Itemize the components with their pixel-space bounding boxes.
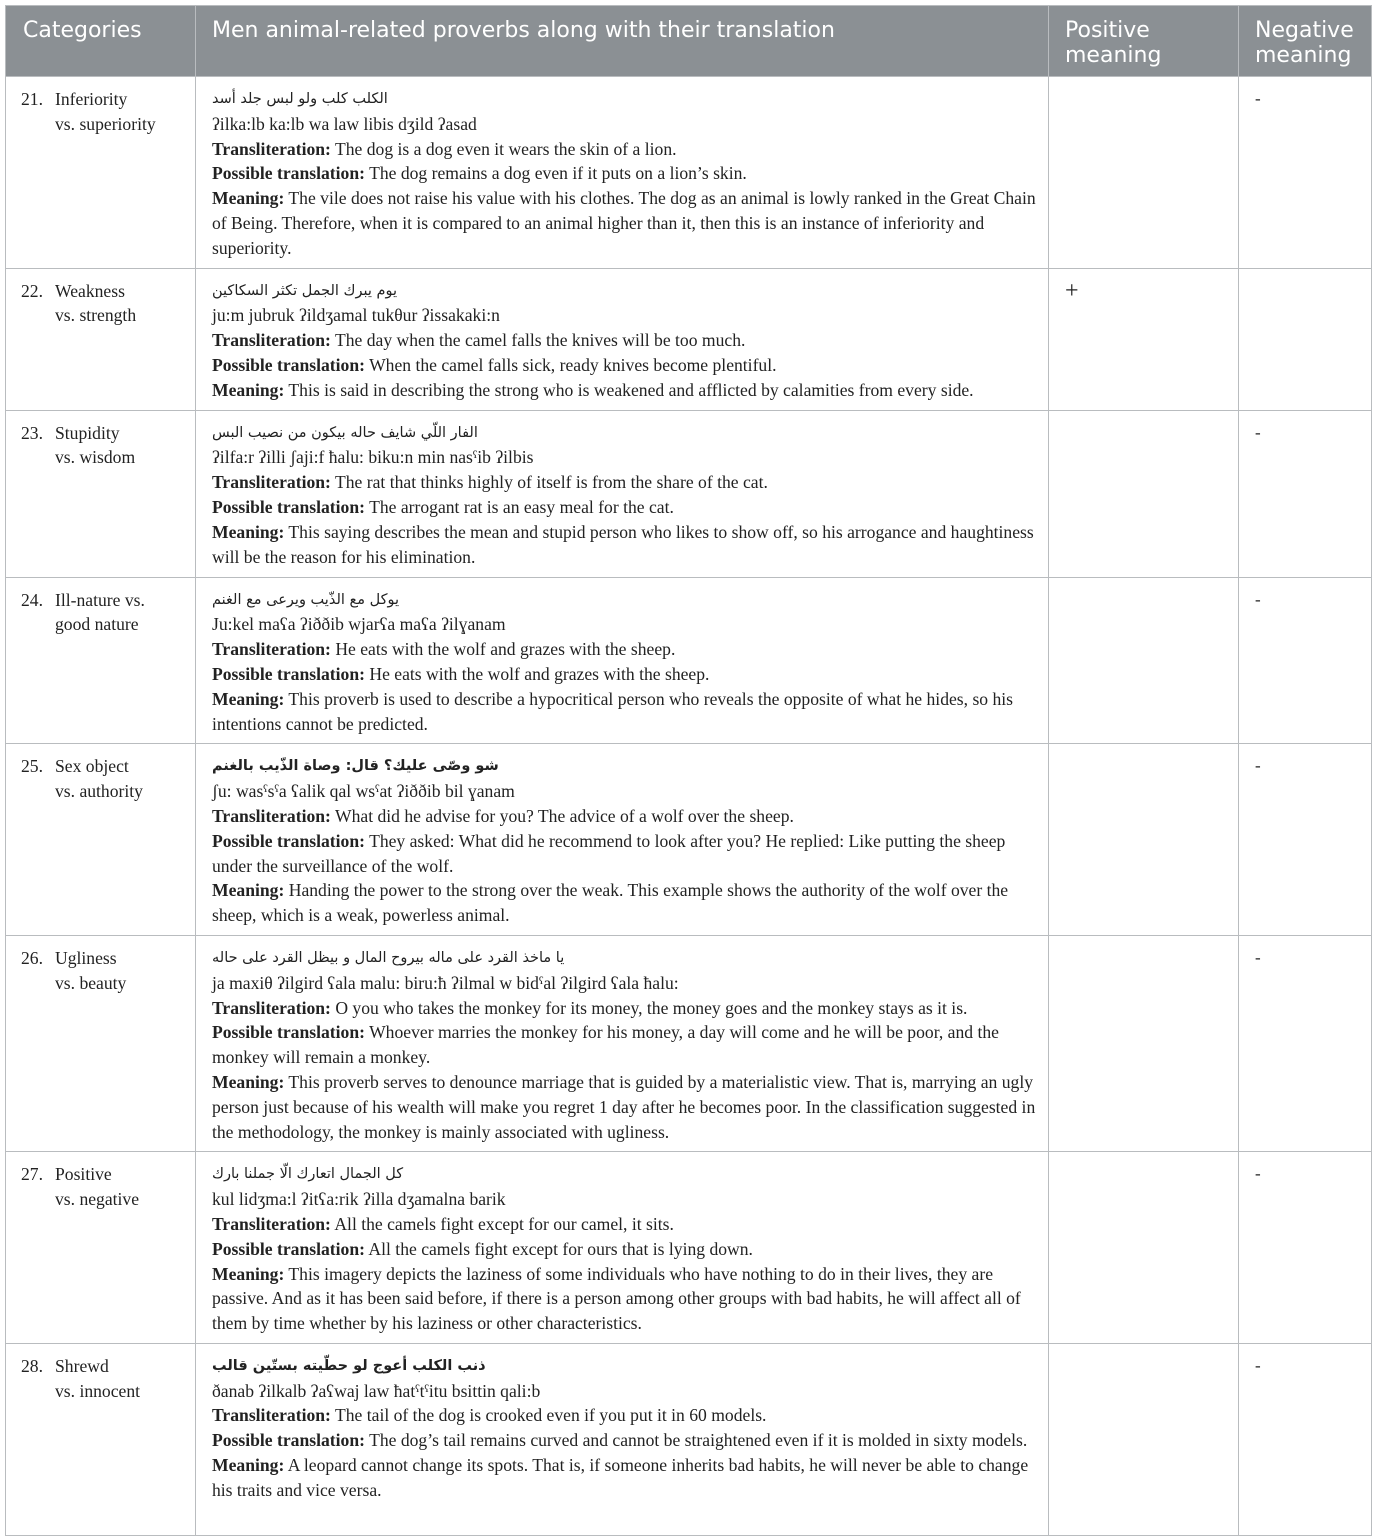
row-number: 28. — [21, 1355, 43, 1376]
transliteration-line — [212, 1403, 1042, 1428]
proverb-cell — [196, 935, 1049, 1151]
transliteration-label: Transliteration: — [212, 805, 331, 826]
table-row — [6, 77, 1372, 269]
table-row — [6, 410, 1372, 577]
transliteration-text: All the camels fight except for our camel, it sits. — [334, 1213, 674, 1234]
meaning-label: Meaning: — [212, 188, 285, 209]
transliteration-text: O you who takes the monkey for its money, the money goes and the monkey stays as it is. — [335, 997, 968, 1018]
positive-meaning-cell: + — [1049, 268, 1239, 410]
arabic-proverb: يوم يبرك الجمل تكثر السكاكين — [212, 282, 398, 299]
positive-meaning-cell — [1049, 1152, 1239, 1344]
transliteration-label: Transliteration: — [212, 997, 331, 1018]
proverbs-table — [5, 5, 1372, 1536]
meaning-text: This is said in describing the strong who is weakened and afflicted by calamities from every side. — [288, 379, 974, 400]
translation-line — [212, 161, 1042, 186]
transliteration-label: Transliteration: — [212, 1405, 331, 1426]
translation-text: When the camel falls sick, ready knives become plentiful. — [369, 354, 777, 375]
category-label: Positive vs. negative — [55, 1164, 140, 1210]
category-cell — [6, 1343, 196, 1535]
transliteration-line — [212, 137, 1042, 162]
transliteration-label: Transliteration: — [212, 330, 331, 351]
category-label: Ugliness vs. beauty — [55, 947, 127, 993]
table-row — [6, 1152, 1372, 1344]
category-cell — [6, 577, 196, 744]
category-cell — [6, 410, 196, 577]
meaning-label: Meaning: — [212, 521, 285, 542]
translation-line — [212, 1020, 1042, 1070]
proverb-cell — [196, 410, 1049, 577]
translation-label: Possible translation: — [212, 830, 365, 851]
header-positive-meaning: Positive meaning — [1049, 6, 1239, 77]
arabic-proverb: يوكل مع الذّيب ويرعى مع الغنم — [212, 591, 399, 608]
phonetic-transcription: ju:m jubruk ʔildʒamal tukθur ʔissakaki:n — [212, 305, 500, 326]
meaning-text: This saying describes the mean and stupid person who likes to show off, so his arrogance and haughtiness will be the reason for his elimination. — [212, 521, 1034, 567]
meaning-text: The vile does not raise his value with his clothes. The dog as an animal is lowly ranked in the Great Chain of Being. Therefore, when it is compared to an animal higher than it, then this is an instance of inferiority and superiority. — [212, 188, 1036, 258]
meaning-label: Meaning: — [212, 1455, 285, 1476]
row-number: 22. — [21, 280, 43, 301]
transliteration-line — [212, 996, 1042, 1021]
header-proverbs: Men animal-related proverbs along with their translation — [196, 6, 1049, 77]
translation-line — [212, 829, 1042, 879]
positive-meaning-cell — [1049, 744, 1239, 936]
category-label: Inferiority vs. superiority — [55, 89, 156, 134]
transliteration-line — [212, 637, 1042, 662]
arabic-proverb: ذنب الكلب أعوج لو حطّيته بستّين قالب — [212, 1357, 486, 1374]
table-body — [6, 77, 1372, 1536]
meaning-line — [212, 520, 1042, 570]
meaning-line — [212, 378, 1042, 403]
proverb-cell — [196, 77, 1049, 269]
phonetic-transcription: ʔilka:lb ka:lb wa law libis dʒild ʔasad — [212, 113, 477, 134]
negative-meaning-cell: - — [1239, 1343, 1372, 1535]
row-number: 24. — [21, 589, 43, 610]
translation-text: Whoever marries the monkey for his money, a day will come and he will be poor, and the monkey will remain a monkey. — [212, 1022, 999, 1068]
negative-meaning-cell: - — [1239, 935, 1372, 1151]
negative-meaning-cell: - — [1239, 410, 1372, 577]
translation-label: Possible translation: — [212, 354, 365, 375]
positive-meaning-cell — [1049, 410, 1239, 577]
translation-text: He eats with the wolf and grazes with the sheep. — [369, 663, 710, 684]
negative-meaning-cell: - — [1239, 1152, 1372, 1344]
row-number: 27. — [21, 1164, 43, 1185]
meaning-text: This imagery depicts the laziness of some individuals who have nothing to do in their lives, they are passive. And as it has been said before, if there is a person among other groups with bad habits, he will affect all of them by time whether by his laziness or other characteristics. — [212, 1263, 1021, 1334]
phonetic-transcription: Ju:kel maʕa ʔiððib wjarʕa maʕa ʔilɣanam — [212, 614, 506, 635]
category-label: Ill-nature vs. good nature — [55, 589, 145, 635]
row-number: 23. — [21, 422, 43, 443]
meaning-text: Handing the power to the strong over the weak. This example shows the authority of the wolf over the sheep, which is a weak, powerless animal. — [212, 880, 1009, 926]
translation-line — [212, 1428, 1042, 1453]
transliteration-text: He eats with the wolf and grazes with the sheep. — [335, 639, 676, 660]
translation-line — [212, 495, 1042, 520]
translation-label: Possible translation: — [212, 663, 365, 684]
proverb-cell — [196, 1152, 1049, 1344]
proverb-cell — [196, 1343, 1049, 1535]
meaning-line — [212, 687, 1042, 737]
translation-label: Possible translation: — [212, 1430, 365, 1451]
phonetic-transcription: ʃu: wasˤsˤa ʕalik qal wsˤat ʔiððib bil ɣanam — [212, 781, 515, 802]
row-number: 21. — [21, 89, 43, 109]
negative-meaning-cell: - — [1239, 77, 1372, 269]
negative-meaning-cell — [1239, 268, 1372, 410]
transliteration-line — [212, 328, 1042, 353]
category-label: Stupidity vs. wisdom — [55, 422, 136, 468]
translation-text: The dog’s tail remains curved and cannot be straightened even if it is molded in sixty models. — [369, 1430, 1028, 1451]
table-row — [6, 744, 1372, 936]
transliteration-label: Transliteration: — [212, 1213, 331, 1234]
negative-meaning-cell: - — [1239, 577, 1372, 744]
header-negative-meaning: Negative meaning — [1239, 6, 1372, 77]
positive-meaning-cell — [1049, 935, 1239, 1151]
header-categories: Categories — [6, 6, 196, 77]
translation-label: Possible translation: — [212, 1022, 365, 1043]
meaning-text: A leopard cannot change its spots. That is, if someone inherits bad habits, he will never be able to change his traits and vice versa. — [212, 1455, 1029, 1500]
phonetic-transcription: kul lidʒma:l ʔitʕa:rik ʔilla dʒamalna barik — [212, 1189, 506, 1210]
transliteration-text: The rat that thinks highly of itself is from the share of the cat. — [335, 472, 768, 493]
transliteration-line — [212, 804, 1042, 829]
arabic-proverb: يا ماخذ القرد على ماله بيروح المال و بيظل القرد على حاله — [212, 949, 565, 966]
proverb-cell — [196, 268, 1049, 410]
transliteration-label: Transliteration: — [212, 639, 331, 660]
row-number: 26. — [21, 947, 43, 968]
meaning-label: Meaning: — [212, 880, 285, 901]
transliteration-text: What did he advise for you? The advice of a wolf over the sheep. — [335, 805, 794, 826]
table-row — [6, 268, 1372, 410]
category-cell — [6, 1152, 196, 1344]
transliteration-line — [212, 470, 1042, 495]
translation-line — [212, 662, 1042, 687]
meaning-line — [212, 878, 1042, 928]
positive-meaning-cell — [1049, 1343, 1239, 1535]
category-label: Shrewd vs. innocent — [55, 1355, 141, 1401]
phonetic-transcription: ja maxiθ ʔilgird ʕala malu: biru:ħ ʔilmal w bidˤal ʔilgird ʕala ħalu: — [212, 972, 679, 993]
category-label: Weakness vs. strength — [55, 280, 137, 326]
meaning-label: Meaning: — [212, 1263, 285, 1284]
arabic-proverb: شو وصّى عليك؟ قال: وصاة الذّيب بالغنم — [212, 758, 499, 775]
arabic-proverb: الكلب كلب ولو لبس جلد أسد — [212, 91, 388, 107]
transliteration-line — [212, 1212, 1042, 1237]
row-number: 25. — [21, 756, 43, 777]
translation-text: All the camels fight except for ours that is lying down. — [368, 1238, 753, 1259]
category-cell — [6, 744, 196, 936]
meaning-line — [212, 1453, 1042, 1503]
translation-line — [212, 353, 1042, 378]
category-cell — [6, 77, 196, 269]
translation-text: The dog remains a dog even if it puts on a lion’s skin. — [369, 163, 747, 184]
translation-line — [212, 1237, 1042, 1262]
table-row — [6, 577, 1372, 744]
phonetic-transcription: ðanab ʔilkalb ʔaʕwaj law ħatˤtˤitu bsittin qali:b — [212, 1380, 541, 1401]
meaning-label: Meaning: — [212, 1071, 285, 1092]
proverb-cell — [196, 744, 1049, 936]
translation-label: Possible translation: — [212, 163, 365, 184]
meaning-text: This proverb is used to describe a hypocritical person who reveals the opposite of what he hides, so his intentions cannot be predicted. — [212, 688, 1014, 734]
category-cell — [6, 268, 196, 410]
meaning-text: This proverb serves to denounce marriage that is guided by a materialistic view. That is, marrying an ugly person just because of his wealth will make you regret 1 day after he becomes poor. In the classification suggested in the methodology, the monkey is mainly associated with ugliness. — [212, 1071, 1036, 1142]
transliteration-label: Transliteration: — [212, 472, 331, 493]
meaning-line — [212, 186, 1042, 260]
transliteration-label: Transliteration: — [212, 138, 331, 159]
translation-text: The arrogant rat is an easy meal for the cat. — [369, 496, 674, 517]
table-row — [6, 935, 1372, 1151]
positive-meaning-cell — [1049, 577, 1239, 744]
negative-meaning-cell: - — [1239, 744, 1372, 936]
translation-text: They asked: What did he recommend to look after you? He replied: Like putting the sheep under the surveillance of the wolf. — [212, 830, 1006, 876]
transliteration-text: The tail of the dog is crooked even if you put it in 60 models. — [335, 1405, 767, 1426]
meaning-line — [212, 1070, 1042, 1144]
positive-meaning-cell — [1049, 77, 1239, 269]
table-row — [6, 1343, 1372, 1535]
meaning-label: Meaning: — [212, 688, 285, 709]
proverb-cell — [196, 577, 1049, 744]
translation-label: Possible translation: — [212, 496, 365, 517]
meaning-line — [212, 1262, 1042, 1336]
table-header-row — [6, 6, 1372, 77]
meaning-label: Meaning: — [212, 379, 285, 400]
translation-label: Possible translation: — [212, 1238, 365, 1259]
category-label: Sex object vs. authority — [55, 756, 143, 802]
phonetic-transcription: ʔilfa:r ʔilli ʃaji:f ħalu: biku:n min nasˤib ʔilbis — [212, 447, 534, 468]
transliteration-text: The day when the camel falls the knives will be too much. — [335, 330, 746, 351]
transliteration-text: The dog is a dog even it wears the skin of a lion. — [335, 138, 677, 159]
arabic-proverb: كل الجمال اتعارك الّا جملنا بارك — [212, 1166, 404, 1183]
category-cell — [6, 935, 196, 1151]
arabic-proverb: الفار اللّي شايف حاله بيكون من نصيب البس — [212, 424, 478, 441]
